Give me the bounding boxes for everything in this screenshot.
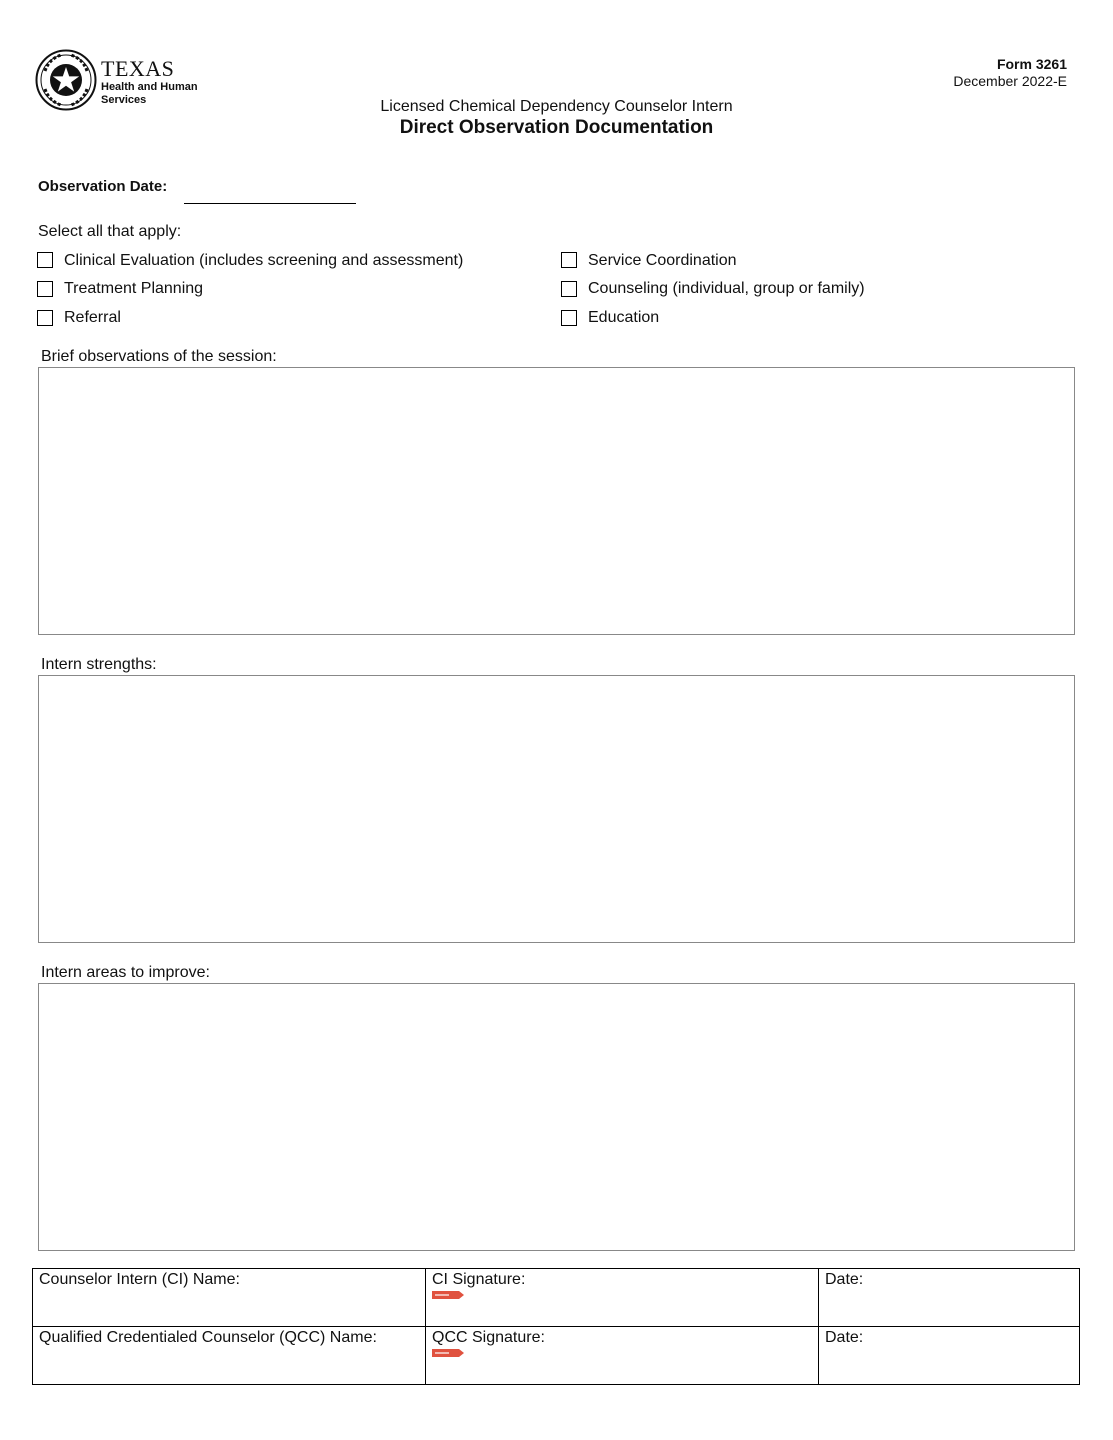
checkbox-label-education: Education: [588, 309, 660, 326]
checkbox-treatment-planning[interactable]: [37, 281, 53, 297]
form-number: Form 3261: [996, 56, 1067, 72]
ci-signature-label: CI Signature:: [432, 1271, 526, 1288]
qcc-name-label: Qualified Credentialed Counselor (QCC) Name:: [39, 1329, 377, 1346]
sign-here-flag-icon[interactable]: [432, 1291, 464, 1299]
strengths-label: Intern strengths:: [41, 656, 157, 673]
ci-signature-row: [33, 1269, 1080, 1327]
logo-line-3: Services: [101, 94, 147, 106]
form-title: Direct Observation Documentation: [399, 117, 714, 138]
sign-here-flag-icon[interactable]: [432, 1349, 464, 1357]
checkbox-referral[interactable]: [37, 310, 53, 326]
signature-table: [32, 1268, 1080, 1385]
ci-date-cell[interactable]: [819, 1269, 1080, 1327]
ci-name-cell[interactable]: [33, 1269, 426, 1327]
checkbox-clinical-evaluation[interactable]: [37, 252, 53, 268]
qcc-signature-label: QCC Signature:: [432, 1329, 545, 1346]
logo-texas-text: TEXAS: [101, 56, 175, 81]
observations-textarea[interactable]: [38, 367, 1075, 635]
improve-textarea[interactable]: [38, 983, 1075, 1251]
checkbox-counseling[interactable]: [561, 281, 577, 297]
qcc-name-cell[interactable]: [33, 1327, 426, 1385]
observations-label: Brief observations of the session:: [41, 348, 277, 365]
form-subtitle: Licensed Chemical Dependency Counselor Intern: [380, 98, 733, 115]
observation-date-label: Observation Date:: [38, 178, 168, 195]
qcc-date-cell[interactable]: [819, 1327, 1080, 1385]
qcc-date-label: Date:: [825, 1329, 864, 1346]
logo-line-2: Health and Human: [101, 81, 198, 93]
checkbox-label-referral: Referral: [64, 309, 121, 326]
observation-date-field[interactable]: [184, 203, 356, 204]
ci-signature-cell[interactable]: [426, 1269, 819, 1327]
checkbox-label-treatment-planning: Treatment Planning: [64, 280, 204, 297]
qcc-signature-cell[interactable]: [426, 1327, 819, 1385]
ci-date-label: Date:: [825, 1271, 864, 1288]
checkbox-service-coordination[interactable]: [561, 252, 577, 268]
strengths-textarea[interactable]: [38, 675, 1075, 943]
ci-name-label: Counselor Intern (CI) Name:: [39, 1271, 240, 1288]
form-revision-date: December 2022-E: [953, 73, 1067, 89]
select-all-prompt: Select all that apply:: [38, 223, 182, 240]
checkbox-education[interactable]: [561, 310, 577, 326]
checkbox-label-service-coordination: Service Coordination: [588, 252, 737, 269]
qcc-signature-row: [33, 1327, 1080, 1385]
checkbox-label-clinical-evaluation: Clinical Evaluation (includes screening and assessment): [64, 252, 464, 269]
improve-label: Intern areas to improve:: [41, 964, 210, 981]
checkbox-label-counseling: Counseling (individual, group or family): [588, 280, 865, 297]
